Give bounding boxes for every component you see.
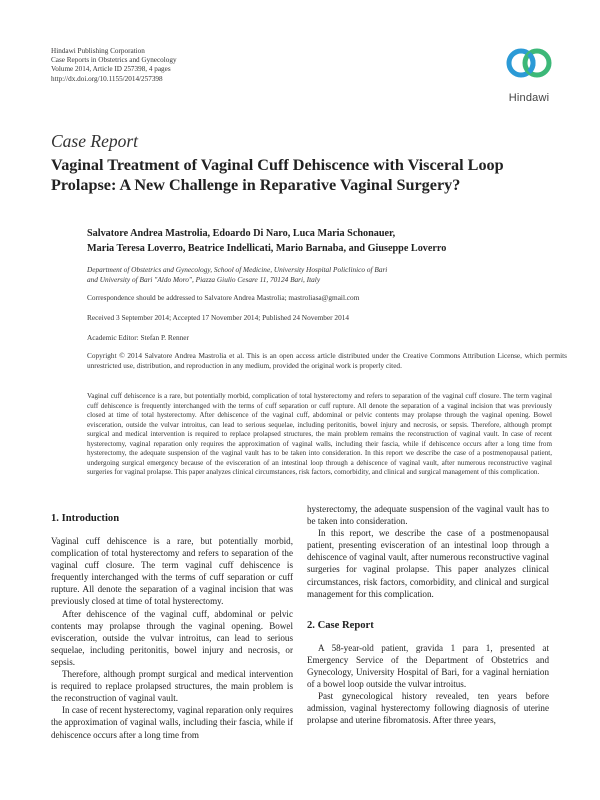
section-heading-introduction: 1. Introduction	[51, 513, 120, 524]
section-heading-case-report: 2. Case Report	[307, 619, 374, 631]
copyright-notice: Copyright © 2014 Salvatore Andrea Mastrolia et al. This is an open access article distributed under the Creative Commons Attribution License, which permits unrestricted use, distribution, and reproduction in any medium, provided the original work is properly cited.	[87, 351, 567, 370]
journal-name-line: Case Reports in Obstetrics and Gynecology	[51, 56, 177, 65]
publisher-line: Hindawi Publishing Corporation	[51, 47, 145, 55]
affiliation	[87, 265, 567, 285]
paragraph: After dehiscence of the vaginal cuff, abdominal or pelvic contents may prolapse through the vaginal opening. Bowel evisceration, outside the vulvar introitus, can lead to serious sequelae, including peritonitis, bowel injury and necrosis, or sepsis.	[51, 608, 293, 667]
paragraph: Past gynecological history revealed, ten years before admission, vaginal hysterectomy following diagnosis of uterine prolapse and uterine fibromatosis. After three years,	[307, 691, 549, 726]
journal-header	[51, 47, 177, 84]
hindawi-logo-icon	[500, 42, 558, 92]
logo-wordmark: Hindawi	[508, 92, 550, 104]
article-dates: Received 3 September 2014; Accepted 17 November 2014; Published 24 November 2014	[87, 313, 350, 322]
paragraph: Therefore, although prompt surgical and medical intervention is required to replace prolapsed structures, the main problem is the reconstruction of vaginal vault.	[51, 669, 293, 704]
article-category: Case Report	[51, 131, 139, 151]
correspondence: Correspondence should be addressed to Salvatore Andrea Mastrolia; mastroliasa@gmail.com	[87, 293, 360, 302]
volume-line: Volume 2014, Article ID 257398, 4 pages	[51, 65, 171, 74]
left-column	[51, 513, 293, 741]
paragraph: A 58-year-old patient, gravida 1 para 1, presented at Emergency Service of the Department of Obstetrics and Gynecology, University Hospital of Bari, for a vaginal herniation of a bowel loop outside the vulvar introitus.	[307, 642, 549, 690]
doi-link[interactable]: http://dx.doi.org/10.1155/2014/257398	[51, 74, 163, 83]
paragraph: In this report, we describe the case of a postmenopausal patient, presenting evisceration of an intestinal loop through a dehiscence of vaginal vault, after numerous reconstructive vaginal surgeries for vaginal prolapse. This paper analyzes clinical circumstances, risk factors, comorbidity, and clinical and surgical management for this complication.	[307, 528, 549, 599]
article-title: Vaginal Treatment of Vaginal Cuff Dehiscence with Visceral Loop Prolapse: A New Challenge in Reparative Vaginal Surgery?	[51, 156, 504, 194]
paragraph: In case of recent hysterectomy, vaginal reparation only requires the approximation of vaginal walls, including their fascia, while if dehiscence occurs after a long time from	[51, 705, 293, 740]
hindawi-logo	[500, 42, 558, 106]
paragraph: hysterectomy, the adequate suspension of the vaginal vault has to be taken into consideration.	[307, 504, 549, 527]
abstract: Vaginal cuff dehiscence is a rare, but potentially morbid, complication of total hysterectomy and refers to separation of the vaginal cuff closure. The term vaginal cuff dehiscence is frequently interchanged with the terms of cuff separation or cuff rupture. All denote the separation of a vaginal incision that was previously closed at time of total hysterectomy. After dehiscence of the vaginal cuff, abdominal or pelvic contents may prolapse through the vaginal opening. Bowel evisceration, outside the vulvar introitus, can lead to serious sequelae, including peritonitis, bowel injury and necrosis, or sepsis. Therefore, although prompt surgical and medical intervention is required to replace prolapsed structures, the main problem remains the reconstruction of vaginal vault. In case of recent hysterectomy, vaginal reparation only requires the approximation of vaginal walls, including their fascia, while if dehiscence occurs after a long time from hysterectomy, the adequate suspension of the vaginal vault has to be taken into consideration. In this report we describe the case of a postmenopausal patient, undergoing surgical emergency because of the evisceration of an intestinal loop through a dehiscence of vaginal vault, after numerous reconstructive vaginal surgeries for vaginal prolapse. This paper analyzes clinical circumstances, risk factors, comorbidity, and clinical and surgical management of this complication.	[87, 392, 552, 476]
paragraph: Vaginal cuff dehiscence is a rare, but potentially morbid, complication of total hysterectomy and refers to separation of the vaginal cuff closure. The term vaginal cuff dehiscence is frequently interchanged with the terms of cuff separation or cuff rupture. All denote the separation of a vaginal incision that was previously closed at time of total hysterectomy.	[51, 536, 293, 607]
author-list	[87, 226, 567, 256]
author-line: Salvatore Andrea Mastrolia, Edoardo Di Naro, Luca Maria Schonauer,	[87, 228, 396, 239]
academic-editor: Academic Editor: Stefan P. Renner	[87, 333, 189, 342]
author-line: Maria Teresa Loverro, Beatrice Indellicati, Mario Barnaba, and Giuseppe Loverro	[87, 243, 447, 254]
affiliation-line: Department of Obstetrics and Gynecology, School of Medicine, University Hospital Policlinico of Bari	[87, 265, 388, 274]
right-column	[307, 503, 549, 726]
affiliation-line: and University of Bari "Aldo Moro", Piazza Giulio Cesare 11, 70124 Bari, Italy	[87, 275, 321, 285]
